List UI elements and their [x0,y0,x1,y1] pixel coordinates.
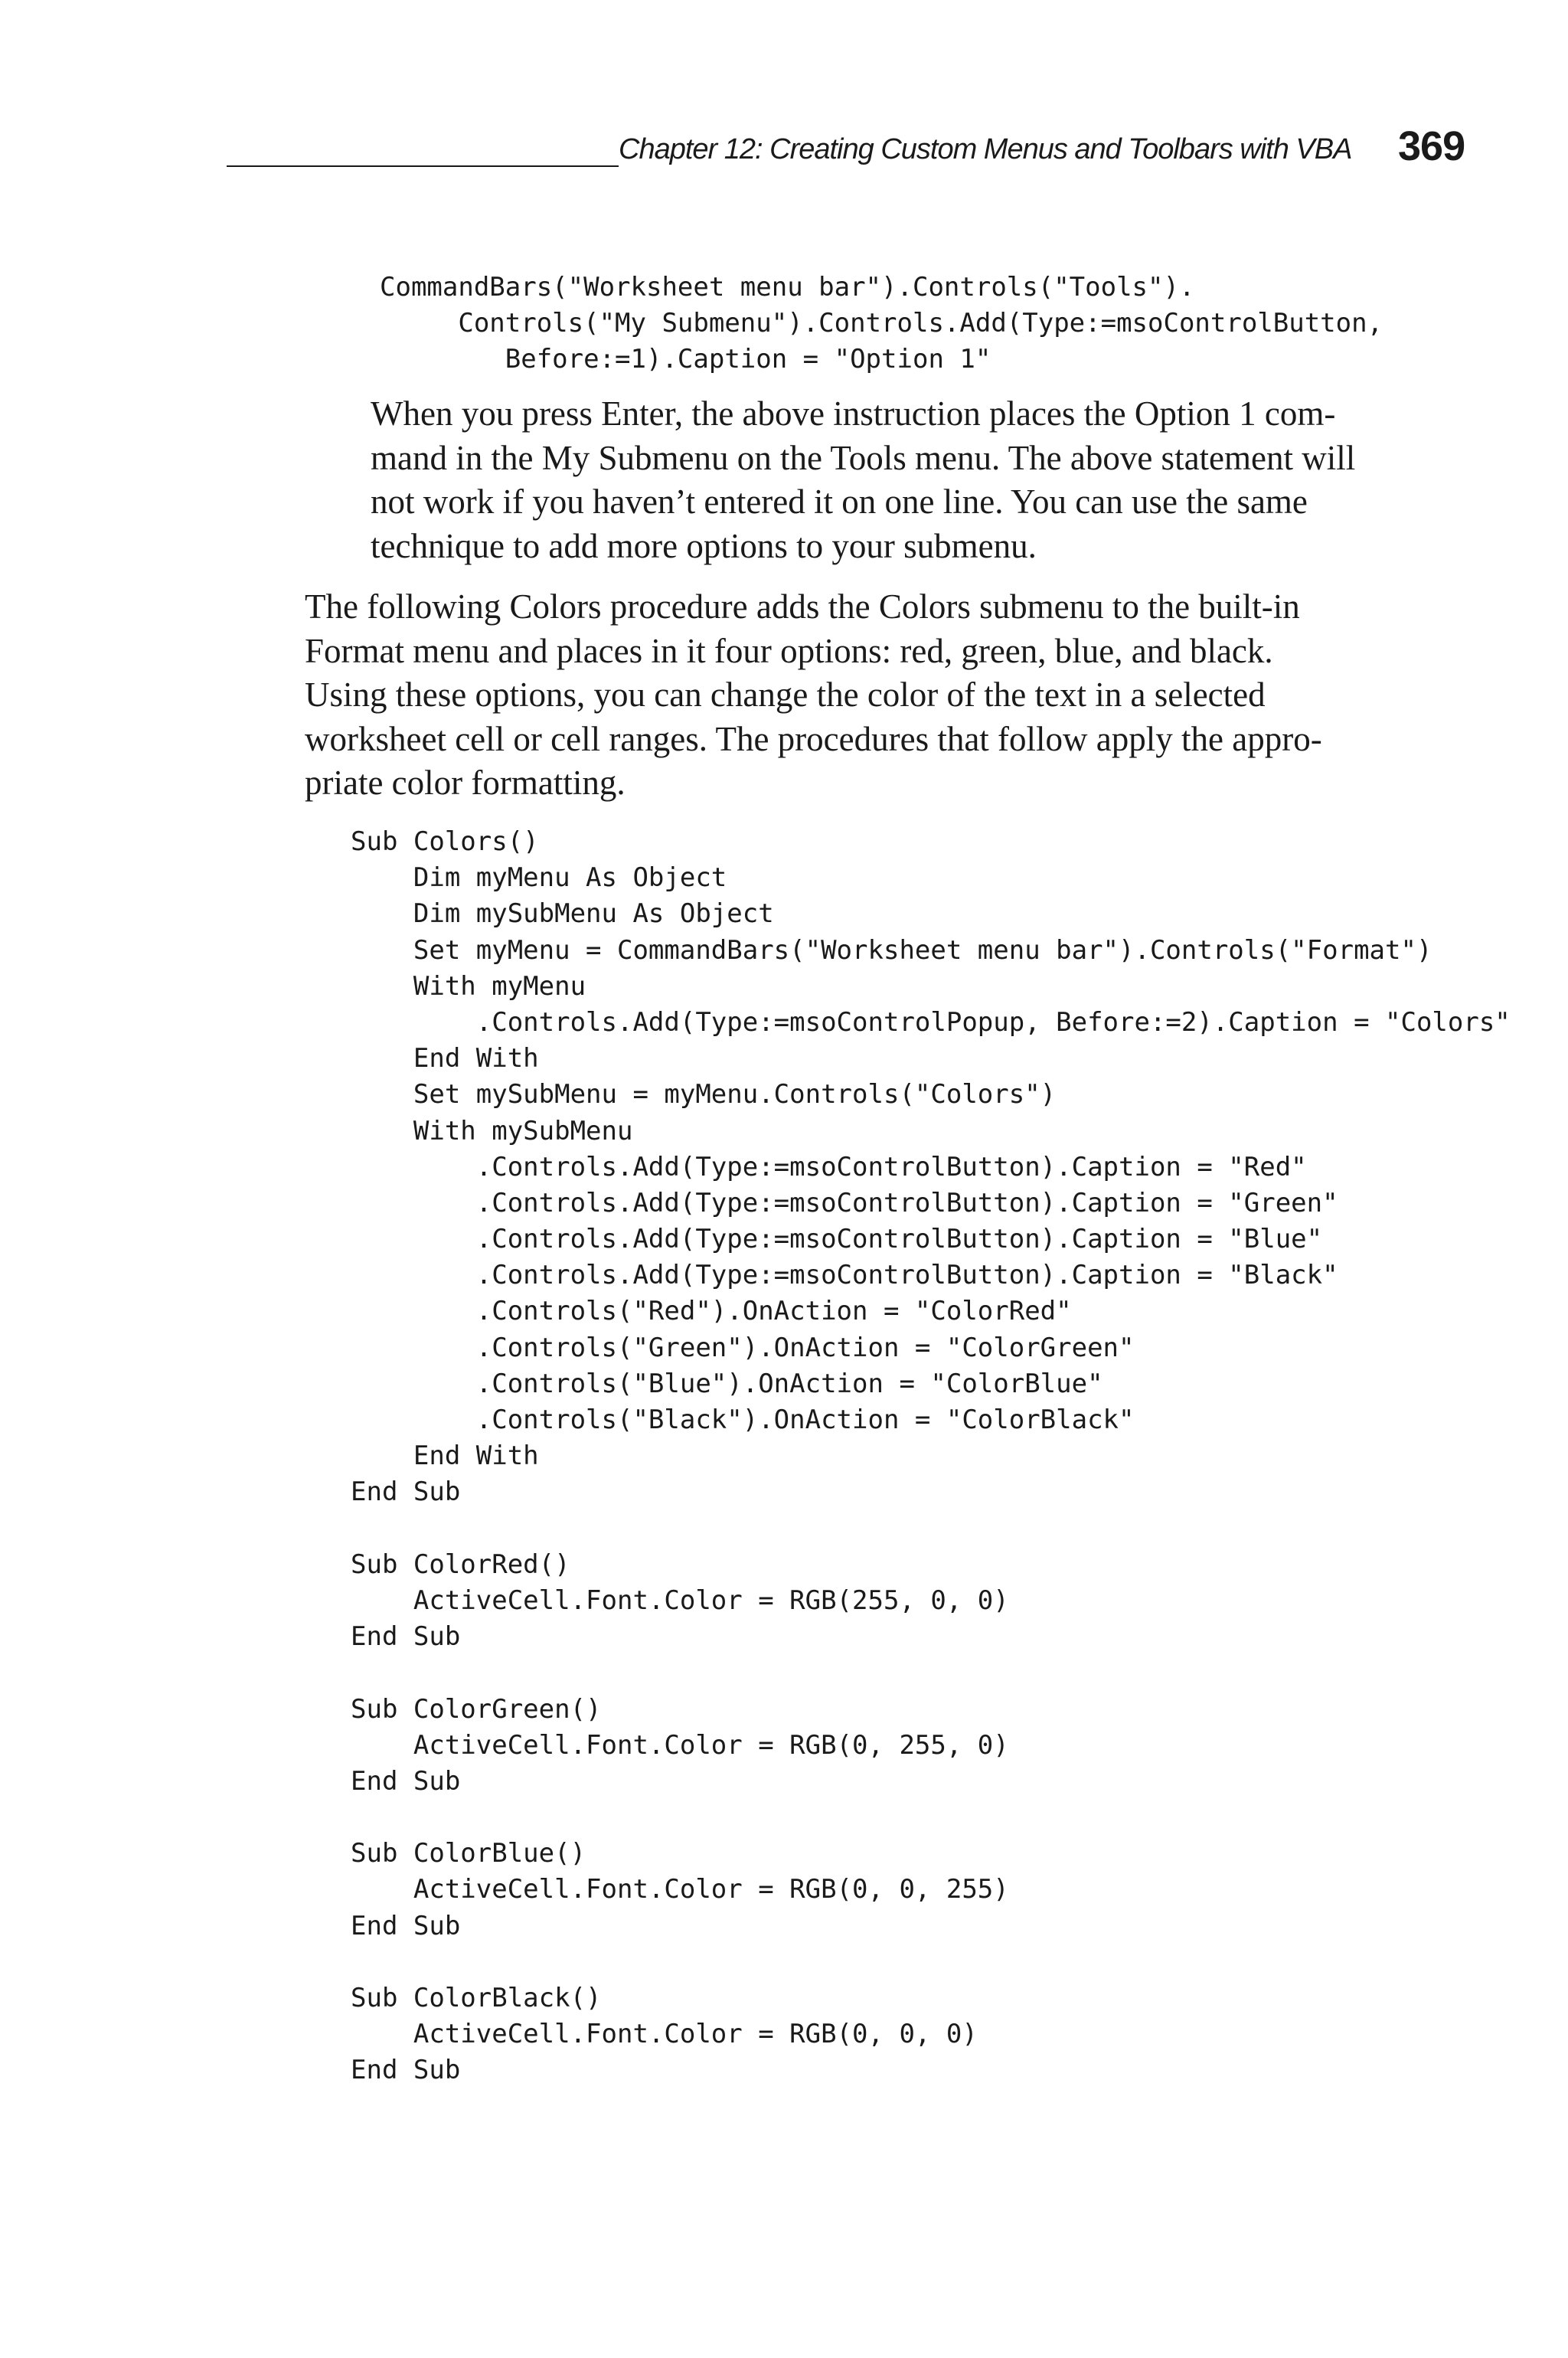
code-line: Controls("My Submenu").Controls.Add(Type:=msoControlButton, [380,308,1383,339]
code-line: With mySubMenu [351,1115,633,1146]
chapter-title: Chapter 12: Creating Custom Menus and Toolbars with VBA [619,133,1352,165]
code-line: .Controls("Red").OnAction = "ColorRed" [351,1296,1072,1327]
header-rule [227,165,619,167]
code-line: ActiveCell.Font.Color = RGB(0, 0, 0) [351,2019,978,2050]
code-line: .Controls("Green").OnAction = "ColorGreen" [351,1332,1135,1363]
code-line: End Sub [351,1765,461,1797]
code-line [351,1800,1511,1836]
code-line: .Controls.Add(Type:=msoControlButton).Caption = "Blue" [351,1224,1323,1255]
code-line: With myMenu [351,970,586,1002]
paragraph-line: not work if you haven’t entered it on one line. You can use the same [371,482,1308,521]
code-line: .Controls("Blue").OnAction = "ColorBlue" [351,1368,1103,1399]
code-line: .Controls.Add(Type:=msoControlPopup, Before:=2).Caption = "Colors" [351,1006,1511,1038]
code-line: Sub Colors() [351,826,539,857]
paragraph-line: Format menu and places in it four options: red, green, blue, and black. [305,631,1273,670]
code-line: Sub ColorBlack() [351,1983,602,2013]
code-line: Dim myMenu As Object [351,862,727,894]
code-line: CommandBars("Worksheet menu bar").Controls("Tools"). [380,272,1195,303]
paragraph-line: worksheet cell or cell ranges. The procedures that follow apply the appro- [305,719,1322,758]
body-paragraph [305,585,1322,806]
code-line: .Controls("Black").OnAction = "ColorBlack" [351,1405,1135,1435]
code-line: Sub ColorBlue() [351,1838,586,1869]
code-line: ActiveCell.Font.Color = RGB(0, 0, 255) [351,1874,1009,1905]
code-line: .Controls.Add(Type:=msoControlButton).Caption = "Red" [351,1151,1307,1182]
code-line: Sub ColorGreen() [351,1693,602,1725]
code-line [351,1655,1511,1691]
code-line: Before:=1).Caption = "Option 1" [380,344,991,375]
code-block-colors-procedures [351,824,1511,2089]
code-line: Set mySubMenu = myMenu.Controls("Colors") [351,1079,1057,1110]
code-line: End Sub [351,2055,461,2086]
running-header [227,123,1465,176]
code-line: End With [351,1043,539,1074]
code-line: End Sub [351,1910,461,1941]
code-line: ActiveCell.Font.Color = RGB(0, 255, 0) [351,1729,1009,1761]
paragraph-line: mand in the My Submenu on the Tools menu. The above statement will [371,438,1356,477]
code-block-submenu-option [380,270,1383,378]
paragraph-line: The following Colors procedure adds the Colors submenu to the built-in [305,587,1300,626]
paragraph-line: Using these options, you can change the color of the text in a selected [305,675,1266,714]
code-line: End Sub [351,1477,461,1508]
code-line: ActiveCell.Font.Color = RGB(255, 0, 0) [351,1585,1009,1616]
code-line [351,1511,1511,1547]
code-line: End Sub [351,1621,461,1653]
code-line: .Controls.Add(Type:=msoControlButton).Caption = "Black" [351,1260,1338,1291]
code-line: Set myMenu = CommandBars("Worksheet menu bar").Controls("Format") [351,934,1432,966]
page-number: 369 [1398,123,1465,169]
code-line: .Controls.Add(Type:=msoControlButton).Caption = "Green" [351,1187,1338,1218]
code-line: End With [351,1441,539,1472]
paragraph-line: When you press Enter, the above instruction places the Option 1 com- [371,394,1336,433]
note-paragraph [371,392,1355,568]
code-line: Sub ColorRed() [351,1549,570,1580]
code-line: Dim mySubMenu As Object [351,898,774,930]
paragraph-line: technique to add more options to your submenu. [371,526,1037,565]
paragraph-line: priate color formatting. [305,764,626,802]
code-line [351,1944,1511,1980]
